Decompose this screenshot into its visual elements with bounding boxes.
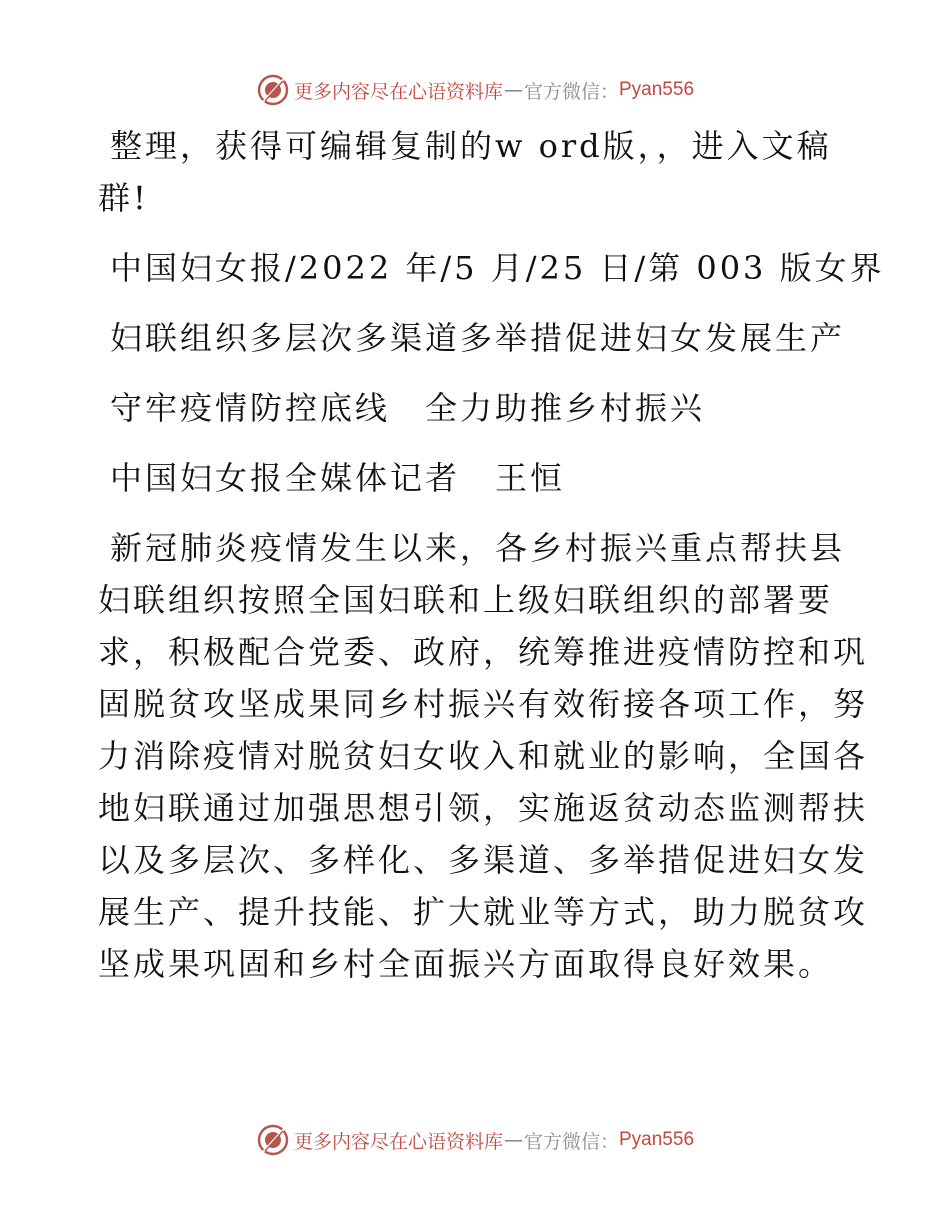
watermark-official-label: 官方微信：	[523, 1130, 619, 1153]
watermark-wechat-id: Pyan556	[619, 79, 695, 100]
byline: 中国妇女报全媒体记者 王恒	[110, 459, 566, 497]
body-line: 地妇联通过加强思想引领，实施返贫动态监测帮扶	[98, 789, 869, 827]
watermark-wechat-id: Pyan556	[619, 1129, 695, 1150]
intro-line-1: 整理，获得可编辑复制的w ord版，，进入文稿	[110, 127, 832, 165]
body-line: 以及多层次、多样化、多渠道、多举措促进妇女发	[98, 841, 869, 879]
document-body	[98, 120, 885, 990]
headline-2: 守牢疫情防控底线 全力助推乡村振兴	[110, 389, 706, 427]
watermark-dash: —	[503, 1129, 523, 1151]
source-line: 中国妇女报/2022 年/5 月/25 日/第 003 版女界	[110, 249, 885, 287]
body-line: 坚成果巩固和乡村全面振兴方面取得良好效果。	[98, 945, 834, 983]
header-watermark	[0, 70, 950, 110]
watermark-dash: —	[503, 79, 523, 101]
watermark-official-label: 官方微信：	[523, 80, 619, 103]
quill-seal-icon	[256, 73, 290, 107]
quill-seal-icon	[256, 1123, 290, 1157]
watermark-text: 更多内容尽在心语资料库	[293, 80, 503, 103]
intro-line-2: 群!	[98, 179, 149, 217]
footer-watermark	[0, 1120, 950, 1160]
body-line: 妇联组织按照全国妇联和上级妇联组织的部署要	[98, 581, 834, 619]
body-line: 固脱贫攻坚成果同乡村振兴有效衔接各项工作，努	[98, 685, 869, 723]
body-line: 求，积极配合党委、政府，统筹推进疫情防控和巩	[98, 633, 869, 671]
headline-1: 妇联组织多层次多渠道多举措促进妇女发展生产	[110, 319, 846, 357]
body-line: 新冠肺炎疫情发生以来，各乡村振兴重点帮扶县	[110, 529, 846, 567]
watermark-text: 更多内容尽在心语资料库	[293, 1130, 503, 1153]
body-line: 展生产、提升技能、扩大就业等方式，助力脱贫攻	[98, 893, 869, 931]
body-line: 力消除疫情对脱贫妇女收入和就业的影响，全国各	[98, 737, 869, 775]
